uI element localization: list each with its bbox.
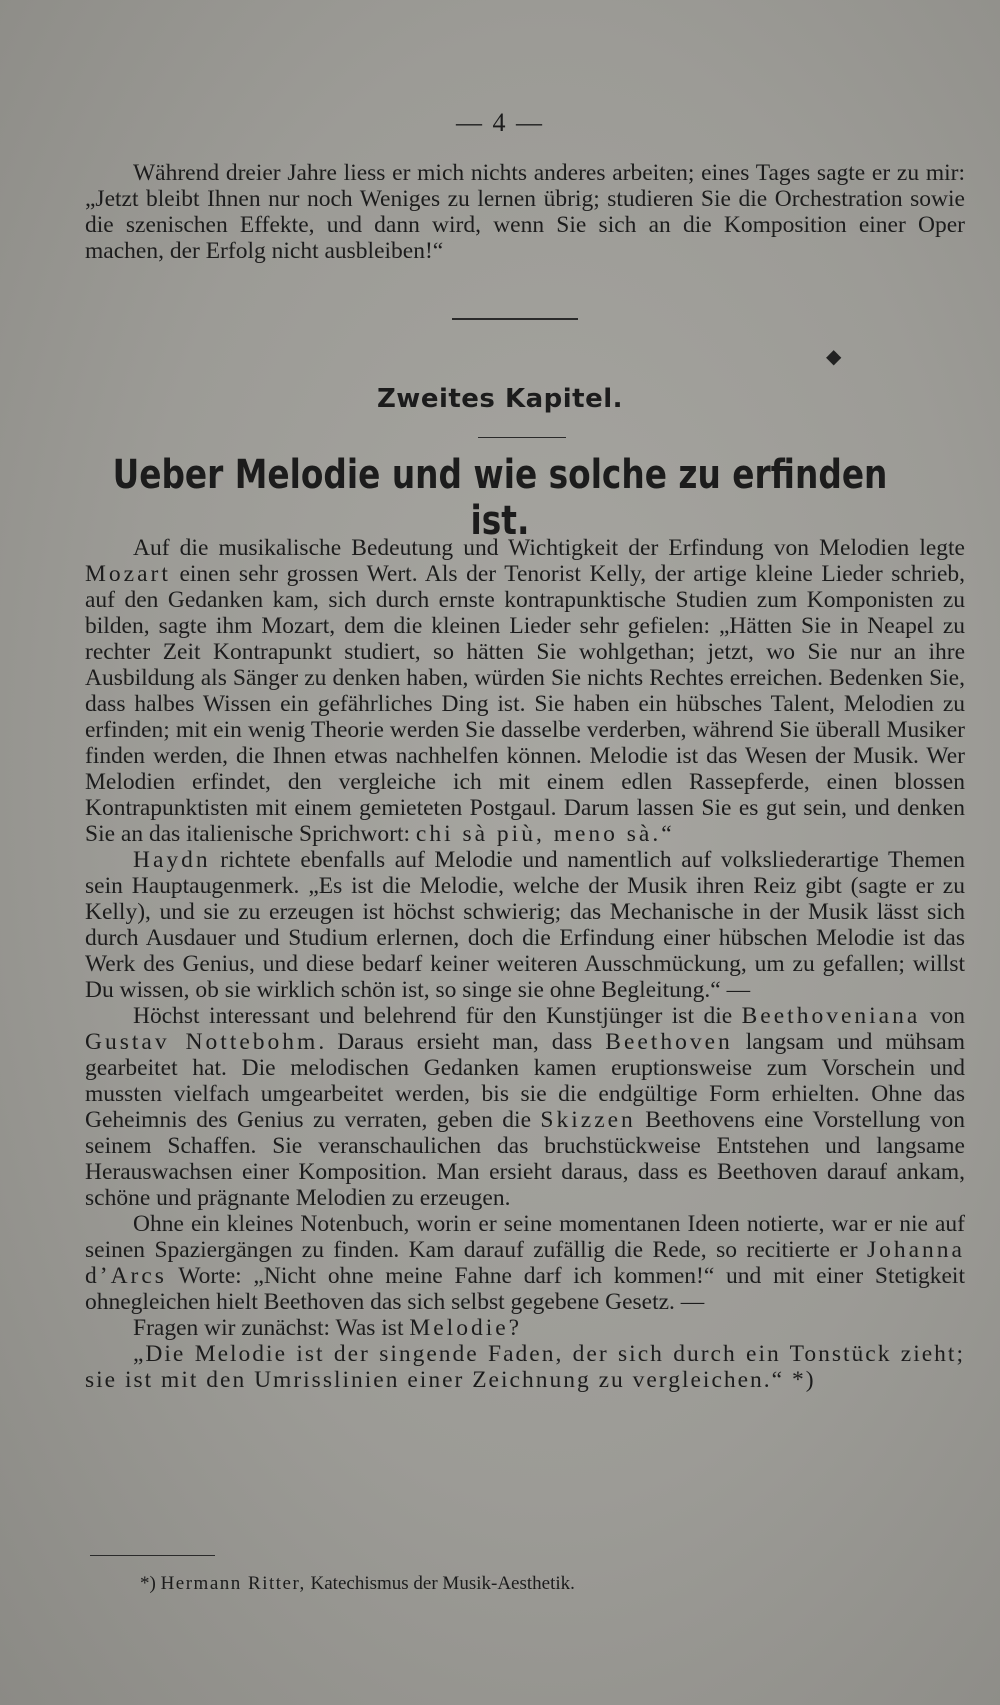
word-melodie: Melodie? <box>409 1315 523 1341</box>
text-run: . Daraus ersieht man, dass <box>318 1029 606 1055</box>
paragraph-haydn <box>85 847 965 1003</box>
footnote <box>140 1573 940 1595</box>
paragraph-question <box>85 1315 965 1341</box>
text-run: “ <box>661 821 672 847</box>
paragraph-mozart <box>85 535 965 847</box>
text-run: Worte: „Nicht ohne meine Fahne darf ich kommen!“ und mit einer Stetigkeit ohnegleichen hielt Beethoven das sich selbst gegebene Gesetz. — <box>85 1263 965 1315</box>
name-nottebohm: Gustav Nottebohm <box>85 1029 319 1055</box>
italian-proverb: chi sà più, meno sà. <box>415 821 662 847</box>
text-run: von <box>920 1003 965 1029</box>
intro-paragraph: Während dreier Jahre liess er mich nichts anderes arbeiten; eines Tages sagte er zu mir: „Jetzt bleibt Ihnen nur noch Weniges zu lernen übrig; studieren Sie die Orchestration sowie die szenischen Effekte, und dann wird, wenn Sie sich an die Komposition einer Oper machen, der Erfolg nicht ausbleiben!“ <box>85 160 965 264</box>
text-run: Fragen wir zunächst: Was ist <box>133 1315 410 1341</box>
text-run: Beethovens eine Vorstellung von seinem Schaffen. Sie veranschaulichen das bruchstückweise Entstehen und langsame Herauswachsen einer Komposition. Man ersieht daraus, dass es Beethoven darauf ankam, schöne und prägnante Melodien zu erzeugen. <box>85 1107 965 1211</box>
paragraph-beethoveniana <box>85 1003 965 1211</box>
section-divider-top <box>452 318 578 320</box>
title-beethoveniana: Beethoveniana <box>741 1003 921 1029</box>
word-skizzen: Skizzen <box>540 1107 636 1133</box>
name-beethoven: Beethoven <box>605 1029 733 1055</box>
paragraph-notebook <box>85 1211 965 1315</box>
text-run: richtete ebenfalls auf Melodie und namentlich auf volksliederartige Themen sein Hauptaugenmerk. „Es ist die Melodie, welche der Musik ihren Reiz gibt (sagte er zu Kelly), und sie zu erzeugen ist höchst schwierig; das Mechanische in der Musik lässt sich durch Ausdauer und Studium erlernen, doch die Erfindung einer hübschen Melodie ist das Werk des Genius, und diese bedarf keiner weiteren Ausschmückung, um zu gefallen; willst Du wissen, ob sie wirklich schön ist, so singe sie ohne Begleitung.“ — <box>85 847 965 1003</box>
footnote-work: Katechismus der Musik-Aesthetik. <box>310 1573 575 1594</box>
ink-mark: ◆ <box>826 344 842 368</box>
footnote-marker: *) <box>140 1573 156 1594</box>
footnote-author: Hermann Ritter, <box>160 1573 306 1594</box>
name-mozart: Mozart <box>85 561 171 587</box>
chapter-label: Zweites Kapitel. <box>376 384 624 414</box>
text-run: langsam und mühsam gearbeitet hat. Die melodischen Gedanken kamen eruptionsweise zum Vorschein und mussten vielfach umgearbeitet werden, bis sie die endgültige Form erhielten. Ohne das Geheimnis des Genius zu verraten, geben die <box>85 1029 965 1133</box>
body-text-block <box>85 535 965 1393</box>
paragraph-definition: „Die Melodie ist der singende Faden, der sich durch ein Tonstück zieht; sie ist mit den Umrisslinien einer Zeichnung zu vergleichen.“ *) <box>85 1341 965 1393</box>
text-run: einen sehr grossen Wert. Als der Tenorist Kelly, der artige kleine Lieder schrieb, auf den Gedanken kam, sich durch ernste kontrapunktische Studien zum Komponisten zu bilden, sagte ihm Mozart, dem die kleinen Lieder sehr gefielen: „Hätten Sie in Neapel zu rechter Zeit Kontrapunkt studiert, so hätten Sie wohlgethan; jetzt, wo Sie nur an ihre Ausbildung als Sänger zu denken haben, würden Sie nichts Rechtes erreichen. Bedenken Sie, dass halbes Wissen ein gefährliches Ding ist. Sie haben ein hübsches Talent, Melodien zu erfinden; mit ein wenig Theorie werden Sie dasselbe verderben, während Sie überall Musiker finden werden, die Ihnen etwas nachhelfen können. Melodie ist das Wesen der Musik. Wer Melodien erfindet, den vergleiche ich mit einem edlen Rassepferde, einen blossen Kontrapunktisten mit einem gemieteten Postgaul. Darum lassen Sie es gut sein, und denken Sie an das italienische Sprichwort: <box>85 561 965 847</box>
chapter-title: Ueber Melodie und wie solche zu erfinden ist. <box>112 452 888 544</box>
text-run: Ohne ein kleines Notenbuch, worin er seine momentanen Ideen notierte, war er nie auf seinen Spaziergängen zu finden. Kam darauf zufällig die Rede, so recitierte er <box>85 1211 965 1263</box>
text-run: Auf die musikalische Bedeutung und Wichtigkeit der Erfindung von Melodien legte <box>133 535 965 561</box>
footnote-divider <box>90 1555 215 1556</box>
intro-text-block <box>85 160 965 264</box>
section-divider-middle <box>478 437 566 438</box>
name-haydn: Haydn <box>133 847 211 873</box>
page-number: — 4 — <box>456 108 544 137</box>
name-johanna: Johanna d’Arcs <box>85 1237 965 1289</box>
text-run: Höchst interessant und belehrend für den Kunstjünger ist die <box>133 1003 742 1029</box>
